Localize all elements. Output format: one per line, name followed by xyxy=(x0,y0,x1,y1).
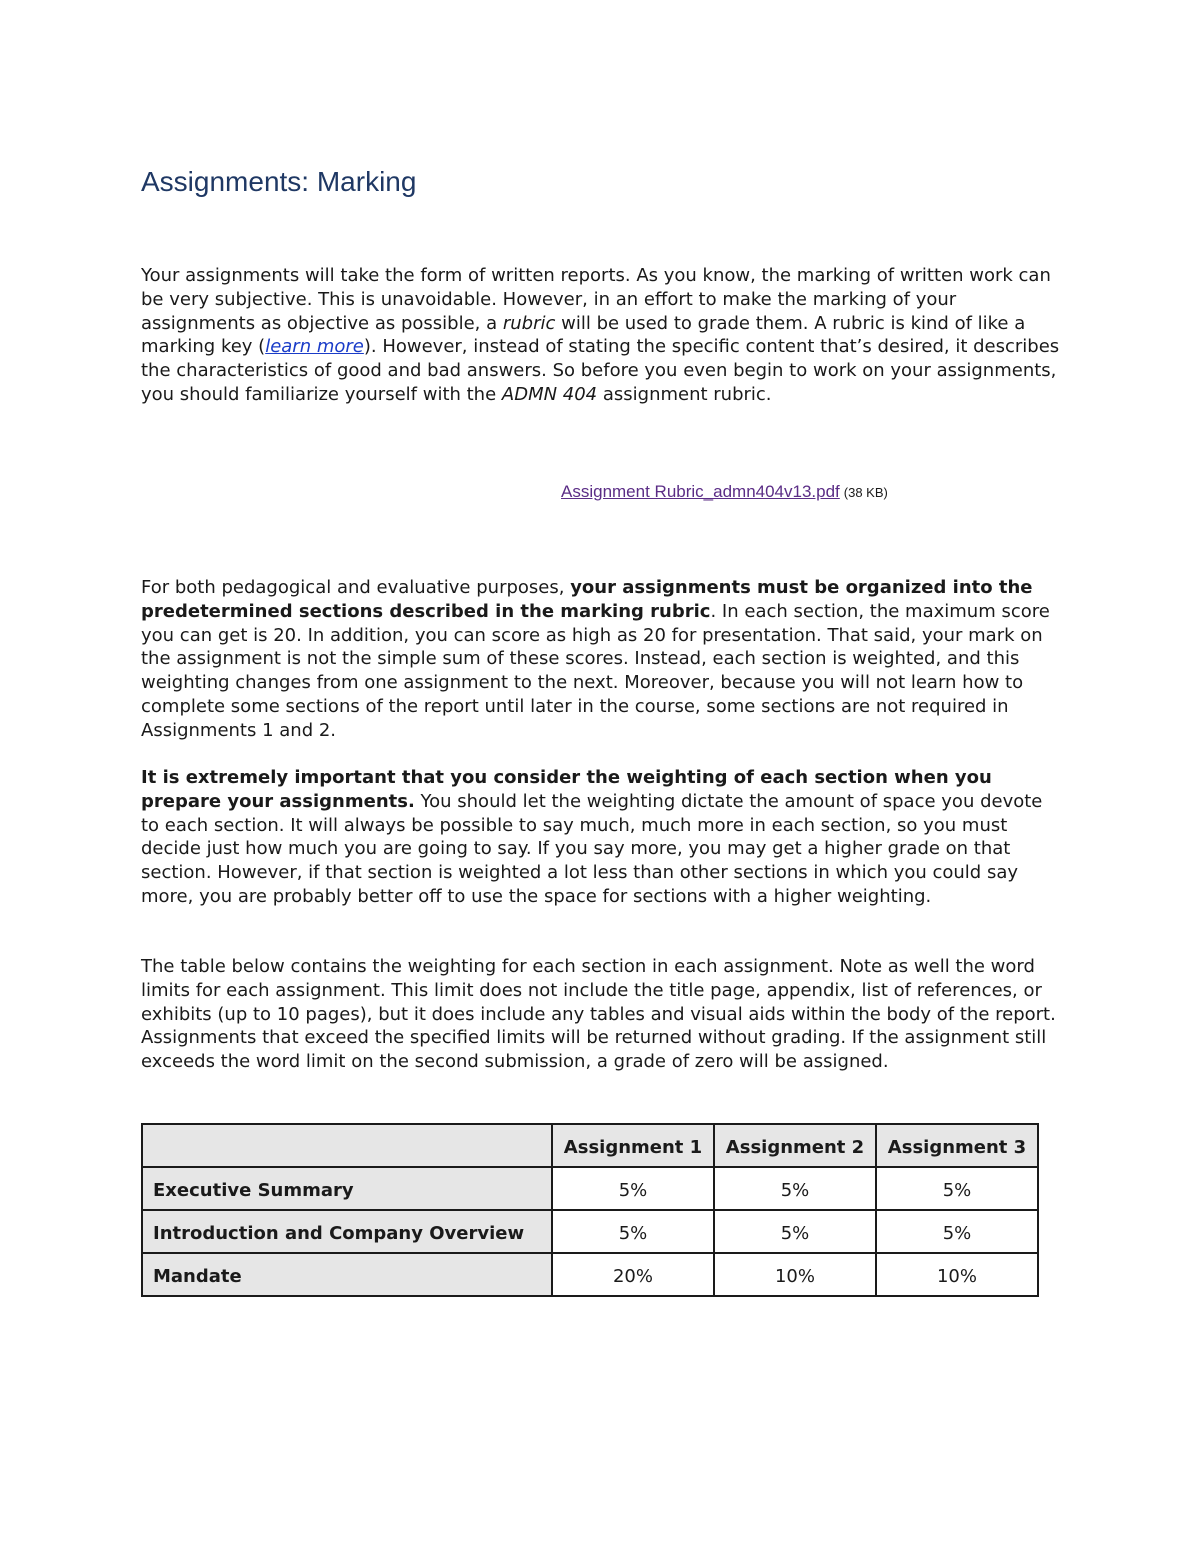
rubric-term: rubric xyxy=(502,312,556,334)
weighting-paragraph xyxy=(141,766,1066,909)
weight-cell: 10% xyxy=(714,1253,876,1296)
table-intro-text: The table below contains the weighting for each section in each assignment. Note as well the word limits for each assignment. This limit does not include the title page, appendix, list of references, or exhibits (up to 10 pages), but it does include any tables and visual aids within the body of the report. Assignments that exceed the specified limits will be returned without grading. If the assignment still exceeds the word limit on the second submission, a grade of zero will be assigned. xyxy=(141,956,1056,1073)
intro-text-1: Your assignments will take the form of written reports. As you know, the marking of written work can be very subjective. This is unavoidable. However, in an effort to make the marking of your assignments as objective as possible, a xyxy=(141,265,1051,334)
row-label: Introduction and Company Overview xyxy=(142,1210,552,1253)
table-row xyxy=(142,1210,1038,1253)
row-label: Mandate xyxy=(142,1253,552,1296)
weight-cell: 5% xyxy=(552,1210,714,1253)
file-size-label: (38 KB) xyxy=(843,485,888,500)
table-row xyxy=(142,1253,1038,1296)
intro-text-4: assignment rubric. xyxy=(597,383,772,405)
intro-text-3: ). However, instead of stating the specific content that’s desired, it describes the characteristics of good and bad answers. So before you even begin to work on your assignments, you should familiarize yourself with the xyxy=(141,336,1060,405)
weight-cell: 5% xyxy=(876,1210,1038,1253)
header-assignment-1: Assignment 1 xyxy=(552,1124,714,1167)
course-code: ADMN 404 xyxy=(501,383,598,405)
row-label: Executive Summary xyxy=(142,1167,552,1210)
sections-text-2: . In each section, the maximum score you can get is 20. In addition, you can score as high as 20 for presentation. That said, your mark on the assignment is not the simple sum of these scores. Instead, each section is weighted, and this weighting changes from one assignment to the next. Moreover, because you will not learn how to complete some sections of the report until later in the course, some sections are not required in Assignments 1 and 2. xyxy=(141,600,1050,741)
intro-paragraph xyxy=(141,264,1066,407)
weight-cell: 5% xyxy=(714,1210,876,1253)
weight-cell: 5% xyxy=(552,1167,714,1210)
weight-cell: 10% xyxy=(876,1253,1038,1296)
intro-text-2: will be used to grade them. A rubric is kind of like a marking key ( xyxy=(141,312,1026,358)
weighting-table xyxy=(141,1123,1039,1297)
weight-cell: 5% xyxy=(714,1167,876,1210)
header-assignment-3: Assignment 3 xyxy=(876,1124,1038,1167)
weight-cell: 20% xyxy=(552,1253,714,1296)
header-assignment-2: Assignment 2 xyxy=(714,1124,876,1167)
learn-more-link[interactable]: learn more xyxy=(265,336,364,358)
weighting-text: You should let the weighting dictate the amount of space you devote to each section. It will always be possible to say much, much more in each section, so you must decide just how much you are going to say. If you say more, you may get a higher grade on that section. However, if that section is weighted a lot less than other sections in which you could say more, you are probably better off to use the space for sections with a higher weighting. xyxy=(141,790,1043,907)
sections-paragraph xyxy=(141,576,1066,743)
table-intro-paragraph xyxy=(141,955,1066,1074)
weighting-emphasis: It is extremely important that you consider the weighting of each section when you prepare your assignments. xyxy=(141,767,992,812)
rubric-pdf-link[interactable]: Assignment Rubric_admn404v13.pdf xyxy=(561,482,840,501)
table-row xyxy=(142,1167,1038,1210)
table-header-row xyxy=(142,1124,1038,1167)
table-corner-cell xyxy=(142,1124,552,1167)
weight-cell: 5% xyxy=(876,1167,1038,1210)
sections-text-1: For both pedagogical and evaluative purposes, xyxy=(141,577,571,598)
sections-emphasis: your assignments must be organized into the predetermined sections described in the marking rubric xyxy=(141,577,1033,622)
attachment-row xyxy=(561,482,888,502)
page-title: Assignments: Marking xyxy=(141,166,417,197)
